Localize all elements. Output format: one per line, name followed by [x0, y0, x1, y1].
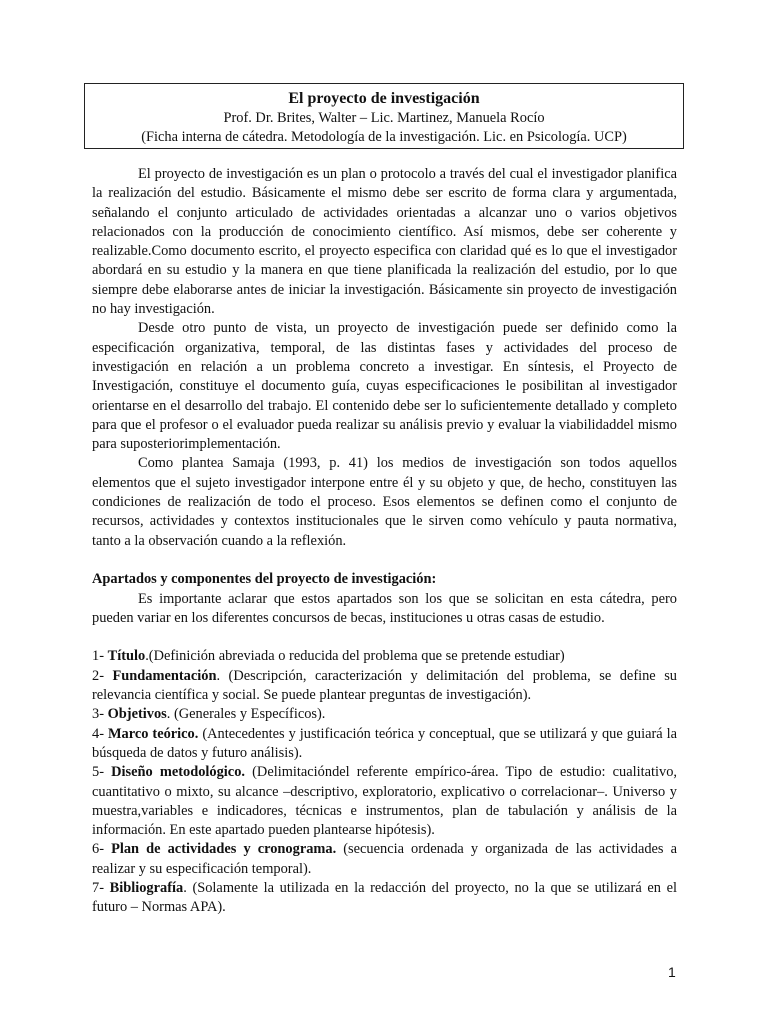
- item-number: 5-: [92, 764, 112, 781]
- paragraph-1: El proyecto de investigación es un plan o protocolo a través del cual el investigador planifica la realización del estudio. Básicamente el mismo debe ser escrito de forma clara y argumentada, señalando el conjunto articulado de actividades orientadas a alcanzar uno o varios objetivos relacionados con la producción de conocimiento científico. Así mismos, debe ser coherente y realizable.Como documento escrito, el proyecto especifica con claridad qué es lo que el investigador abordará en su estudio y la manera en que tiene planificada la realización del estudio, por lo que siempre debe elaborarse antes de iniciar la investigación. Básicamente sin proyecto de investigación no hay investigación.: [92, 166, 677, 318]
- page-number: 1: [668, 964, 676, 980]
- list-item-marco-teorico: [92, 725, 677, 764]
- list-item-plan-actividades: [92, 840, 677, 879]
- section-heading: Apartados y componentes del proyecto de investigación:: [92, 571, 437, 588]
- document-title: El proyecto de investigación: [288, 90, 480, 107]
- item-number: 1-: [92, 648, 108, 665]
- item-description: . (Generales y Específicos).: [166, 706, 326, 723]
- item-term: Bibliografía: [109, 879, 184, 896]
- item-term: Título: [107, 648, 146, 665]
- item-number: 4-: [92, 725, 108, 742]
- item-description: (secuencia ordenada y organizada de las actividades a realizar y su especificación temporal).: [92, 841, 677, 877]
- list-item-fundamentacion: [92, 667, 677, 706]
- authors-line: Prof. Dr. Brites, Walter – Lic. Martinez, Manuela Rocío: [223, 110, 545, 126]
- item-description: .(Definición abreviada o reducida del problema que se pretende estudiar): [145, 648, 565, 665]
- spacer: [92, 628, 677, 647]
- item-description: . (Descripción, caracterización y delimitación del problema, se define su relevancia científica y social. Se puede plantear preguntas de investigación).: [92, 667, 677, 704]
- title-box: [84, 83, 684, 149]
- item-description: (Delimitacióndel referente empírico-área. Tipo de estudio: cualitativo, cuantitativo o mixto, su alcance –descriptivo, exploratorio, explicativo o correlacionar–. Universo y muestra,variables e indicadores, técnicas e instrumentos, plan de tabulación y análisis de la información. En este apartado pueden plantearse hipótesis).: [92, 764, 677, 839]
- source-line: (Ficha interna de cátedra. Metodología de la investigación. Lic. en Psicología. UCP): [141, 129, 627, 145]
- item-term: Diseño metodológico.: [111, 764, 245, 781]
- list-item-titulo: [92, 647, 677, 666]
- item-description: . (Solamente la utilizada en la redacción del proyecto, no la que se utilizará en el futuro – Normas APA).: [92, 879, 677, 916]
- list-item-objetivos: [92, 705, 677, 724]
- list-item-bibliografia: [92, 879, 677, 918]
- list-item-diseno-metodologico: [92, 763, 677, 840]
- item-term: Plan de actividades y cronograma.: [111, 841, 337, 858]
- document-body: [92, 165, 677, 918]
- item-term: Objetivos: [107, 706, 167, 723]
- item-description: (Antecedentes y justificación teórica y conceptual, que se utilizará y que guiará la búsqueda de datos y futuro análisis).: [92, 725, 677, 761]
- item-number: 6-: [92, 841, 112, 858]
- spacer: [92, 551, 677, 570]
- section-intro: Es importante aclarar que estos apartados son los que se solicitan en esta cátedra, pero pueden variar en los diferentes concursos de becas, instituciones u otras casas de estudio.: [92, 590, 677, 626]
- item-number: 3-: [92, 706, 108, 723]
- item-number: 7-: [92, 879, 110, 896]
- item-term: Marco teórico.: [107, 725, 199, 742]
- paragraph-3: Como plantea Samaja (1993, p. 41) los medios de investigación son todos aquellos elementos que el sujeto investigador interpone entre él y su objeto y que, de hecho, constituyen las condiciones de realización de todo el proceso. Esos elementos se definen como el conjunto de recursos, actividades y contextos institucionales que le sirven como vehículo y pauta normativa, tanto a la observación cuando a la reflexión.: [92, 455, 677, 549]
- paragraph-2: Desde otro punto de vista, un proyecto de investigación puede ser definido como la especificación organizativa, temporal, de las distintas fases y actividades del proceso de investigación en relación a un problema concreto a investigar. En síntesis, el Proyecto de Investigación, constituye el documento guía, cuyas especificaciones le posibilitan al investigador orientarse en el desarrollo del trabajo. El contenido debe ser lo suficientemente detallado y completo para que el profesor o el evaluador pueda realizar su análisis previo y evaluar la viabilidaddel mismo para suposteriorimplementación.: [92, 320, 677, 453]
- item-number: 2-: [92, 667, 113, 684]
- item-term: Fundamentación: [112, 667, 217, 684]
